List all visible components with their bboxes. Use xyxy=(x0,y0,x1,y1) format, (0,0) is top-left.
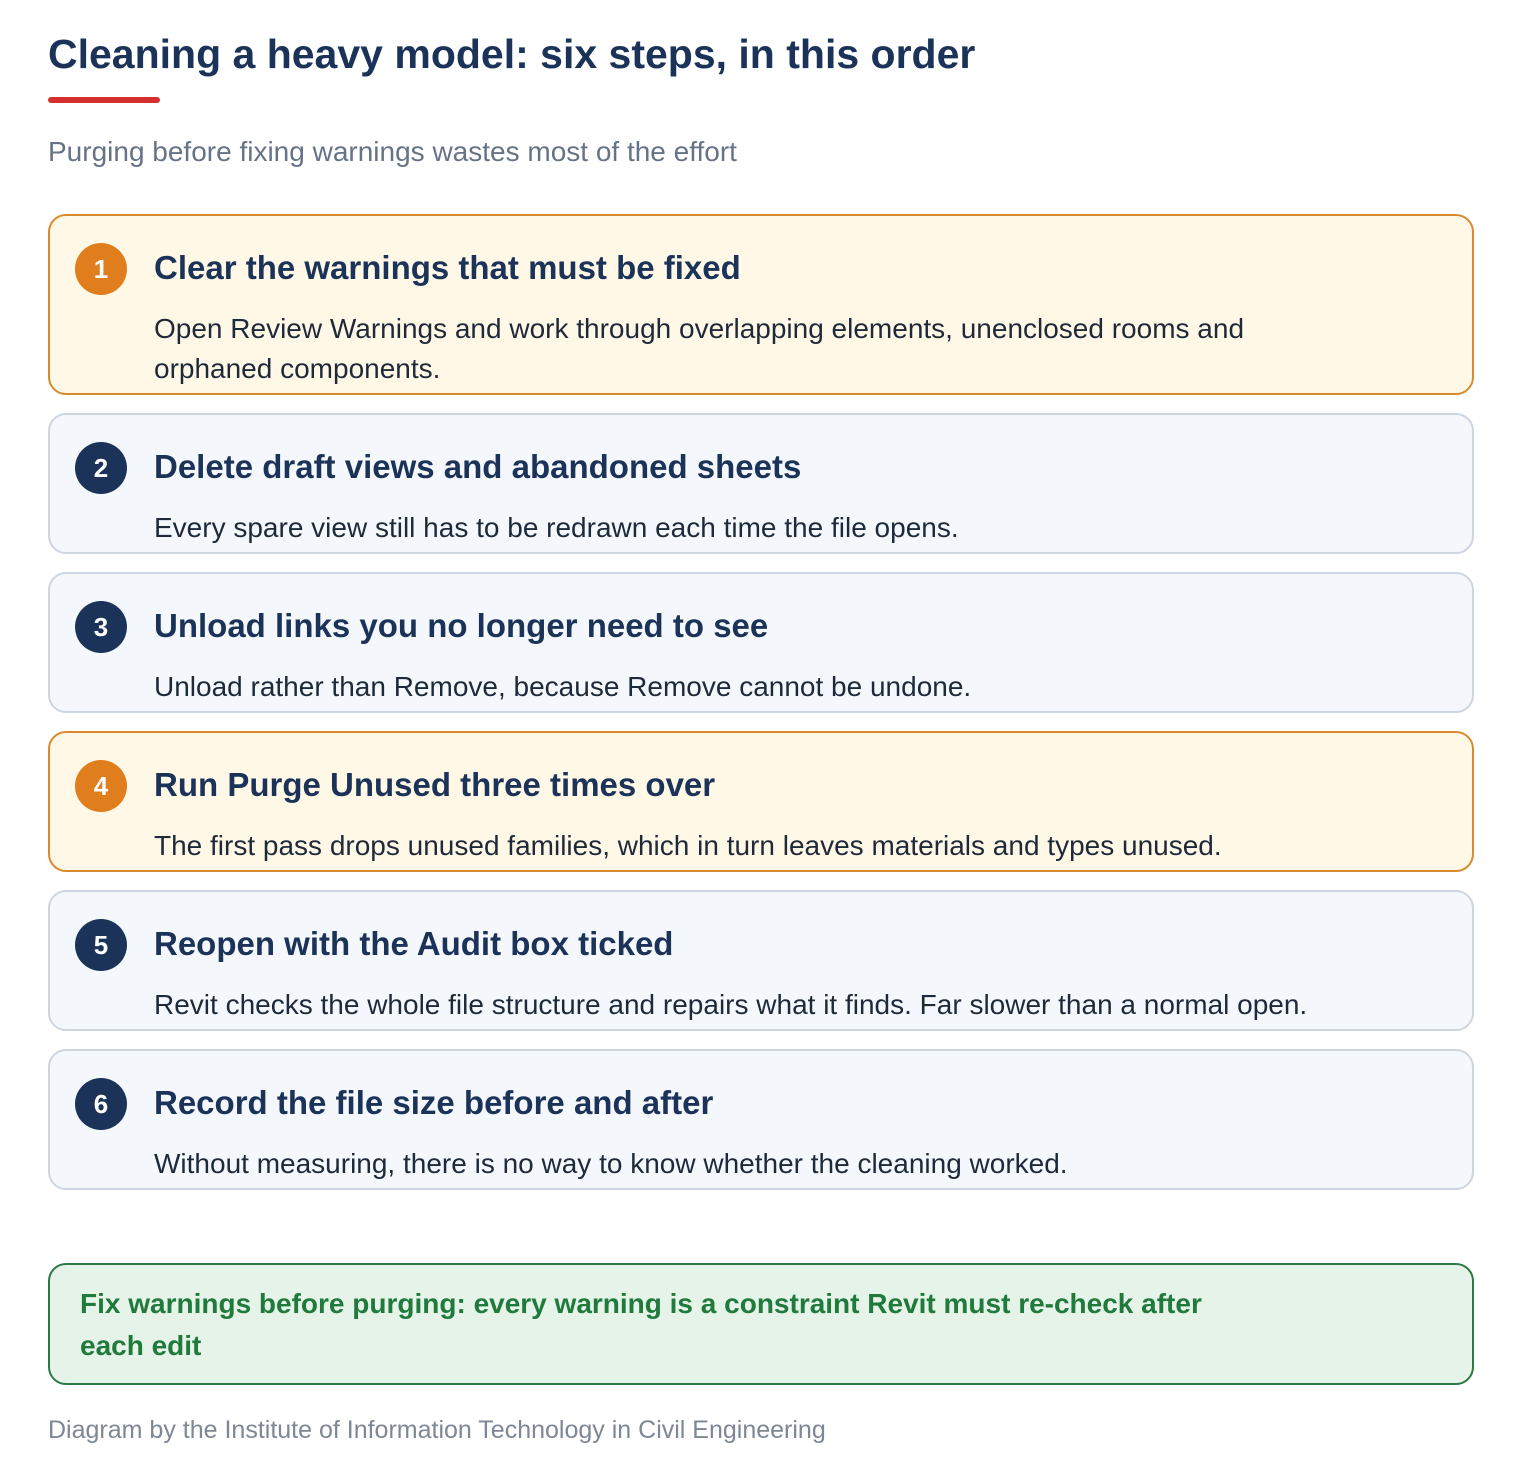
step-number-badge: 3 xyxy=(75,601,127,653)
key-takeaway-callout xyxy=(48,1263,1474,1385)
step-card-2 xyxy=(48,413,1474,554)
step-title: Delete draft views and abandoned sheets xyxy=(154,448,802,485)
step-description: Every spare view still has to be redrawn each time the file opens. xyxy=(154,512,959,543)
step-description: Revit checks the whole file structure and repairs what it finds. Far slower than a normal open. xyxy=(154,989,1308,1020)
step-title: Record the file size before and after xyxy=(154,1084,714,1121)
step-number-badge: 4 xyxy=(75,760,127,812)
step-card-6 xyxy=(48,1049,1474,1190)
callout-text: Fix warnings before purging: every warning is a constraint Revit must re-check after each edit xyxy=(80,1288,1202,1361)
step-title: Clear the warnings that must be fixed xyxy=(154,249,741,286)
diagram-credit: Diagram by the Institute of Information Technology in Civil Engineering xyxy=(48,1416,826,1444)
step-card-3 xyxy=(48,572,1474,713)
step-title: Reopen with the Audit box ticked xyxy=(154,925,674,962)
step-card-4 xyxy=(48,731,1474,872)
step-description: The first pass drops unused families, which in turn leaves materials and types unused. xyxy=(154,830,1222,861)
step-title: Unload links you no longer need to see xyxy=(154,607,769,644)
step-description: Unload rather than Remove, because Remove cannot be undone. xyxy=(154,671,972,702)
step-description: Open Review Warnings and work through overlapping elements, unenclosed rooms and orphaned components. xyxy=(154,313,1245,384)
step-card-5 xyxy=(48,890,1474,1031)
page-subtitle: Purging before fixing warnings wastes most of the effort xyxy=(48,136,737,167)
step-number-badge: 2 xyxy=(75,442,127,494)
step-title: Run Purge Unused three times over xyxy=(154,766,716,803)
step-description: Without measuring, there is no way to know whether the cleaning worked. xyxy=(154,1148,1068,1179)
step-number-badge: 5 xyxy=(75,919,127,971)
step-card-1 xyxy=(48,214,1474,395)
step-number-badge: 1 xyxy=(75,243,127,295)
title-underline xyxy=(48,97,160,103)
step-number-badge: 6 xyxy=(75,1078,127,1130)
page-title: Cleaning a heavy model: six steps, in this order xyxy=(48,31,976,77)
